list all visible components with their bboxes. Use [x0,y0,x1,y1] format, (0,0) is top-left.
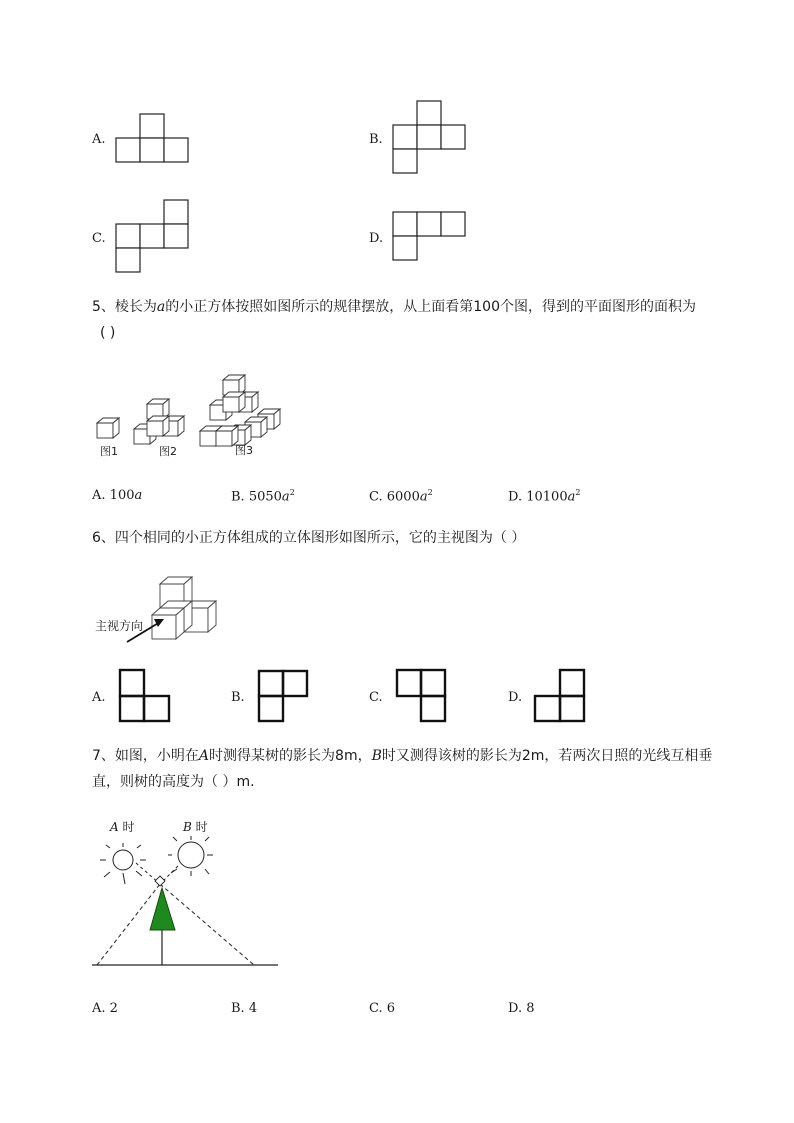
q5-figure-3-label: 图3 [235,444,253,457]
q5-stem-line2: ( ) [100,325,116,341]
sun-b-icon [168,836,213,876]
q5-option-d[interactable]: D. $10100a^2$ [508,488,581,505]
q5-stem-line1: 5、棱长为a的小正方体按照如图所示的规律摆放，从上面看第100个图，得到的平面图形的面积为 [92,299,697,315]
ray-a [97,884,160,965]
q7-option-d[interactable]: D. 8 [508,1001,535,1016]
q5-option-c[interactable]: C. $6000a^2$ [369,488,433,505]
q4-option-a-label: A. [92,132,106,147]
q5-figure-1-label: 图1 [100,445,118,458]
q6-option-c-label: C. [369,690,383,705]
q6-option-a-label: A. [92,690,106,705]
q6-stem: 6、四个相同的小正方体组成的立体图形如图所示，它的主视图为（ ） [92,530,526,546]
q4-option-b-label: B. [369,132,383,147]
q7-option-a[interactable]: A. 2 [92,1001,118,1016]
q7-option-b[interactable]: B. 4 [231,1001,258,1016]
q4-option-c-label: C. [92,231,106,246]
right-angle-mark [155,876,165,886]
ray-b [160,884,254,965]
sun-b-label: B 时 [183,820,208,834]
q5-option-b[interactable]: B. $5050a^2$ [231,488,295,505]
q7-stem-line1: 7、如图，小明在A时测得某树的影长为8m，B时又测得该树的影长为2m，若两次日照的光线互相垂 [92,748,713,764]
q6-option-b-label: B. [231,690,245,705]
q7-option-c[interactable]: C. 6 [369,1001,396,1016]
q5-option-a[interactable]: A. 100a [92,488,143,503]
sun-a-label: A 时 [110,820,135,834]
q7-stem-line2: 直，则树的高度为（ ）m. [92,774,255,790]
q4-option-d-label: D. [369,231,384,246]
sun-a-icon [100,843,146,884]
q6-option-d-label: D. [508,690,523,705]
q5-figure-2-label: 图2 [159,445,177,458]
view-direction-label: 主视方向 [95,619,144,633]
